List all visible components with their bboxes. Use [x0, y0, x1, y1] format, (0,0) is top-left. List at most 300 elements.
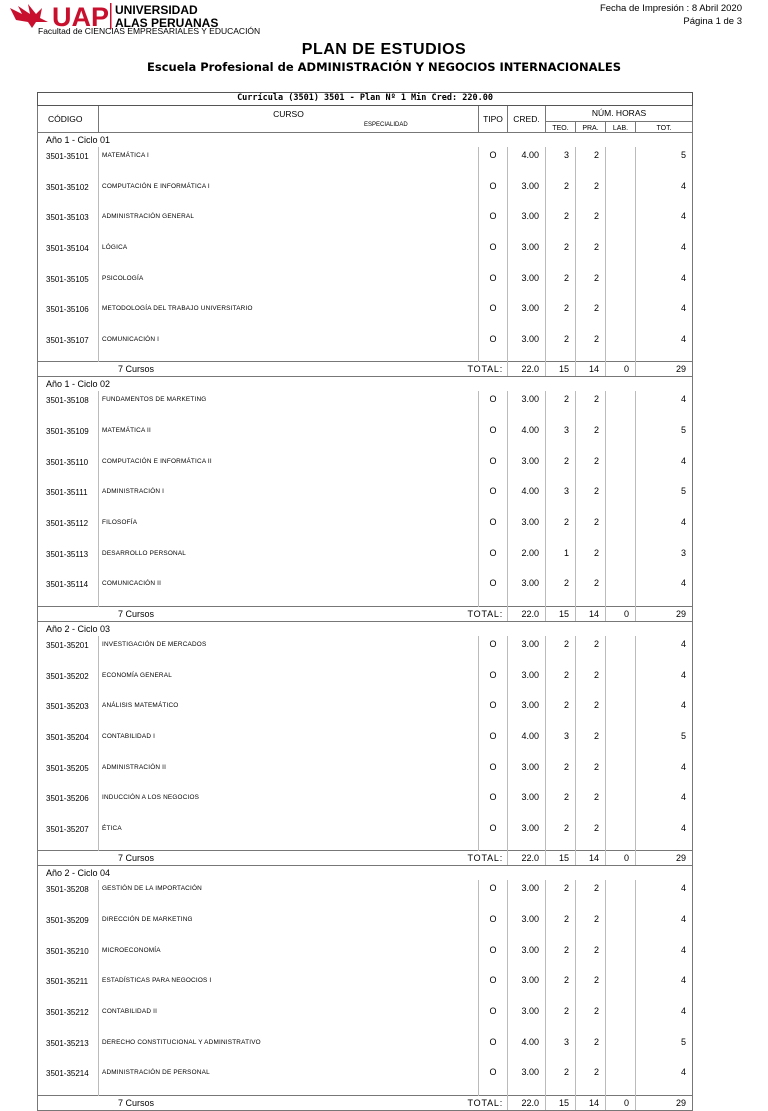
course-practice-hours: 2 [576, 453, 606, 484]
course-type: O [479, 1064, 508, 1095]
course-credits: 3.00 [508, 911, 546, 942]
course-theory-hours: 2 [546, 239, 576, 270]
course-theory-hours: 2 [546, 789, 576, 820]
course-code: 3501-35106 [38, 300, 99, 331]
course-row [38, 147, 693, 178]
total-theory-hours: 15 [546, 851, 576, 866]
course-lab-hours [606, 820, 636, 851]
course-code: 3501-35103 [38, 208, 99, 239]
course-theory-hours: 2 [546, 575, 576, 606]
course-type: O [479, 1003, 508, 1034]
course-code: 3501-35205 [38, 759, 99, 790]
course-lab-hours [606, 972, 636, 1003]
course-theory-hours: 2 [546, 911, 576, 942]
course-practice-hours: 2 [576, 972, 606, 1003]
course-count: 7 Cursos [38, 362, 99, 377]
column-header-course-label: CURSO [273, 109, 304, 119]
total-hours: 29 [636, 362, 693, 377]
course-credits: 3.00 [508, 759, 546, 790]
course-credits: 3.00 [508, 300, 546, 331]
course-name: ADMINISTRACIÓN II [99, 759, 479, 790]
course-type: O [479, 636, 508, 667]
course-theory-hours: 2 [546, 972, 576, 1003]
course-credits: 3.00 [508, 178, 546, 209]
course-type: O [479, 147, 508, 178]
course-practice-hours: 2 [576, 147, 606, 178]
course-name: CONTABILIDAD II [99, 1003, 479, 1034]
column-header-lab: LAB. [606, 122, 636, 133]
course-credits: 3.00 [508, 789, 546, 820]
course-total-hours: 4 [636, 514, 693, 545]
course-theory-hours: 2 [546, 1064, 576, 1095]
course-practice-hours: 2 [576, 942, 606, 973]
course-code: 3501-35212 [38, 1003, 99, 1034]
course-practice-hours: 2 [576, 911, 606, 942]
total-lab-hours: 0 [606, 362, 636, 377]
course-name: COMUNICACIÓN I [99, 331, 479, 362]
total-theory-hours: 15 [546, 362, 576, 377]
course-name: ADMINISTRACIÓN GENERAL [99, 208, 479, 239]
course-total-hours: 5 [636, 728, 693, 759]
course-type: O [479, 667, 508, 698]
course-row [38, 270, 693, 301]
column-header-course [99, 106, 479, 133]
course-practice-hours: 2 [576, 667, 606, 698]
course-code: 3501-35207 [38, 820, 99, 851]
course-credits: 3.00 [508, 697, 546, 728]
total-label: TOTAL: [99, 851, 508, 866]
course-count: 7 Cursos [38, 851, 99, 866]
course-total-hours: 4 [636, 575, 693, 606]
course-lab-hours [606, 911, 636, 942]
course-theory-hours: 2 [546, 331, 576, 362]
course-lab-hours [606, 789, 636, 820]
course-lab-hours [606, 178, 636, 209]
total-lab-hours: 0 [606, 851, 636, 866]
course-code: 3501-35108 [38, 391, 99, 422]
course-credits: 3.00 [508, 453, 546, 484]
total-credits: 22.0 [508, 851, 546, 866]
course-total-hours: 4 [636, 1003, 693, 1034]
course-theory-hours: 2 [546, 697, 576, 728]
course-lab-hours [606, 667, 636, 698]
course-name: INDUCCIÓN A LOS NEGOCIOS [99, 789, 479, 820]
cycle-header-row [38, 866, 693, 881]
course-type: O [479, 514, 508, 545]
course-type: O [479, 820, 508, 851]
course-code: 3501-35204 [38, 728, 99, 759]
column-header-credits: CRED. [508, 106, 546, 133]
course-total-hours: 4 [636, 697, 693, 728]
course-code: 3501-35112 [38, 514, 99, 545]
course-code: 3501-35104 [38, 239, 99, 270]
course-theory-hours: 2 [546, 178, 576, 209]
cycle-total-row [38, 1095, 693, 1110]
course-code: 3501-35211 [38, 972, 99, 1003]
total-hours: 29 [636, 851, 693, 866]
total-label: TOTAL: [99, 1095, 508, 1110]
course-credits: 3.00 [508, 942, 546, 973]
cycle-label: Año 1 - Ciclo 02 [38, 377, 693, 392]
course-row [38, 483, 693, 514]
course-type: O [479, 759, 508, 790]
course-code: 3501-35214 [38, 1064, 99, 1095]
course-practice-hours: 2 [576, 697, 606, 728]
course-lab-hours [606, 514, 636, 545]
course-row [38, 636, 693, 667]
course-theory-hours: 2 [546, 880, 576, 911]
course-lab-hours [606, 1003, 636, 1034]
course-type: O [479, 880, 508, 911]
course-name: ECONOMÍA GENERAL [99, 667, 479, 698]
course-name: COMPUTACIÓN E INFORMÁTICA I [99, 178, 479, 209]
course-code: 3501-35110 [38, 453, 99, 484]
course-type: O [479, 422, 508, 453]
course-credits: 3.00 [508, 270, 546, 301]
total-lab-hours: 0 [606, 1095, 636, 1110]
course-row [38, 1064, 693, 1095]
course-total-hours: 4 [636, 270, 693, 301]
course-credits: 3.00 [508, 208, 546, 239]
course-lab-hours [606, 636, 636, 667]
total-theory-hours: 15 [546, 606, 576, 621]
course-name: MICROECONOMÍA [99, 942, 479, 973]
course-practice-hours: 2 [576, 880, 606, 911]
course-code: 3501-35114 [38, 575, 99, 606]
logo-university-line1: UNIVERSIDAD [115, 3, 198, 17]
course-code: 3501-35113 [38, 545, 99, 576]
course-lab-hours [606, 483, 636, 514]
course-lab-hours [606, 1064, 636, 1095]
course-theory-hours: 2 [546, 1003, 576, 1034]
course-lab-hours [606, 331, 636, 362]
faculty-name: Facultad de CIENCIAS EMPRESARIALES Y EDUCACIÓN [38, 26, 261, 36]
course-name: LÓGICA [99, 239, 479, 270]
course-type: O [479, 911, 508, 942]
course-name: CONTABILIDAD I [99, 728, 479, 759]
course-row [38, 728, 693, 759]
course-total-hours: 5 [636, 483, 693, 514]
course-practice-hours: 2 [576, 636, 606, 667]
course-name: FUNDAMENTOS DE MARKETING [99, 391, 479, 422]
course-row [38, 300, 693, 331]
course-total-hours: 4 [636, 789, 693, 820]
course-code: 3501-35206 [38, 789, 99, 820]
course-row [38, 942, 693, 973]
course-lab-hours [606, 880, 636, 911]
course-theory-hours: 3 [546, 728, 576, 759]
course-type: O [479, 208, 508, 239]
course-row [38, 575, 693, 606]
course-credits: 4.00 [508, 483, 546, 514]
course-code: 3501-35202 [38, 667, 99, 698]
course-theory-hours: 2 [546, 636, 576, 667]
course-lab-hours [606, 453, 636, 484]
course-total-hours: 4 [636, 820, 693, 851]
course-type: O [479, 483, 508, 514]
course-name: PSICOLOGÍA [99, 270, 479, 301]
course-credits: 3.00 [508, 391, 546, 422]
course-lab-hours [606, 545, 636, 576]
course-name: ADMINISTRACIÓN I [99, 483, 479, 514]
course-lab-hours [606, 391, 636, 422]
course-credits: 4.00 [508, 1034, 546, 1065]
course-theory-hours: 2 [546, 300, 576, 331]
course-practice-hours: 2 [576, 514, 606, 545]
course-name: DESARROLLO PERSONAL [99, 545, 479, 576]
course-theory-hours: 3 [546, 1034, 576, 1065]
course-code: 3501-35105 [38, 270, 99, 301]
course-practice-hours: 2 [576, 820, 606, 851]
total-practice-hours: 14 [576, 606, 606, 621]
course-row [38, 880, 693, 911]
course-theory-hours: 3 [546, 483, 576, 514]
course-name: GESTIÓN DE LA IMPORTACIÓN [99, 880, 479, 911]
total-hours: 29 [636, 606, 693, 621]
course-lab-hours [606, 575, 636, 606]
course-name: ADMINISTRACIÓN DE PERSONAL [99, 1064, 479, 1095]
course-lab-hours [606, 270, 636, 301]
course-lab-hours [606, 239, 636, 270]
study-plan-table [37, 92, 692, 1111]
course-type: O [479, 942, 508, 973]
course-theory-hours: 2 [546, 514, 576, 545]
course-total-hours: 4 [636, 453, 693, 484]
course-row [38, 208, 693, 239]
course-code: 3501-35203 [38, 697, 99, 728]
course-practice-hours: 2 [576, 178, 606, 209]
course-type: O [479, 789, 508, 820]
course-code: 3501-35111 [38, 483, 99, 514]
page-number: Página 1 de 3 [683, 16, 742, 27]
course-name: MATEMÁTICA II [99, 422, 479, 453]
course-theory-hours: 3 [546, 147, 576, 178]
course-total-hours: 5 [636, 422, 693, 453]
course-lab-hours [606, 728, 636, 759]
course-total-hours: 4 [636, 880, 693, 911]
course-theory-hours: 2 [546, 270, 576, 301]
course-total-hours: 4 [636, 759, 693, 790]
column-header-code: CÓDIGO [38, 106, 99, 133]
total-theory-hours: 15 [546, 1095, 576, 1110]
course-practice-hours: 2 [576, 331, 606, 362]
course-type: O [479, 300, 508, 331]
course-row [38, 391, 693, 422]
course-practice-hours: 2 [576, 239, 606, 270]
course-count: 7 Cursos [38, 1095, 99, 1110]
column-header-hours: NÚM. HORAS [546, 106, 693, 122]
cycle-label: Año 2 - Ciclo 03 [38, 621, 693, 636]
course-total-hours: 4 [636, 208, 693, 239]
course-lab-hours [606, 942, 636, 973]
logo-uap-text: UAP [52, 2, 110, 32]
course-credits: 3.00 [508, 972, 546, 1003]
course-type: O [479, 178, 508, 209]
course-type: O [479, 239, 508, 270]
course-code: 3501-35102 [38, 178, 99, 209]
course-name: DIRECCIÓN DE MARKETING [99, 911, 479, 942]
cycle-label: Año 1 - Ciclo 01 [38, 133, 693, 148]
course-type: O [479, 697, 508, 728]
course-row [38, 972, 693, 1003]
course-lab-hours [606, 697, 636, 728]
total-practice-hours: 14 [576, 851, 606, 866]
course-count: 7 Cursos [38, 606, 99, 621]
course-name: ANÁLISIS MATEMÁTICO [99, 697, 479, 728]
course-lab-hours [606, 208, 636, 239]
course-name: DERECHO CONSTITUCIONAL Y ADMINISTRATIVO [99, 1034, 479, 1065]
course-total-hours: 4 [636, 636, 693, 667]
course-credits: 2.00 [508, 545, 546, 576]
course-theory-hours: 2 [546, 453, 576, 484]
course-code: 3501-35201 [38, 636, 99, 667]
course-code: 3501-35213 [38, 1034, 99, 1065]
course-credits: 3.00 [508, 667, 546, 698]
course-name: METODOLOGÍA DEL TRABAJO UNIVERSITARIO [99, 300, 479, 331]
course-type: O [479, 545, 508, 576]
course-total-hours: 5 [636, 147, 693, 178]
course-row [38, 422, 693, 453]
course-credits: 4.00 [508, 147, 546, 178]
course-code: 3501-35101 [38, 147, 99, 178]
course-credits: 4.00 [508, 422, 546, 453]
course-type: O [479, 728, 508, 759]
course-name: ÉTICA [99, 820, 479, 851]
course-row [38, 789, 693, 820]
total-label: TOTAL: [99, 606, 508, 621]
course-total-hours: 4 [636, 300, 693, 331]
course-credits: 3.00 [508, 636, 546, 667]
course-total-hours: 3 [636, 545, 693, 576]
course-theory-hours: 1 [546, 545, 576, 576]
total-credits: 22.0 [508, 362, 546, 377]
course-practice-hours: 2 [576, 270, 606, 301]
course-theory-hours: 2 [546, 759, 576, 790]
column-header-theory: TEO. [546, 122, 576, 133]
course-credits: 3.00 [508, 880, 546, 911]
course-credits: 3.00 [508, 514, 546, 545]
cycle-total-row [38, 851, 693, 866]
course-lab-hours [606, 422, 636, 453]
course-practice-hours: 2 [576, 483, 606, 514]
document-title: PLAN DE ESTUDIOS [301, 41, 467, 58]
course-type: O [479, 1034, 508, 1065]
course-credits: 3.00 [508, 820, 546, 851]
column-header-specialty: ESPECIALIDAD [364, 122, 408, 128]
course-row [38, 911, 693, 942]
cycle-total-row [38, 362, 693, 377]
course-total-hours: 4 [636, 911, 693, 942]
course-practice-hours: 2 [576, 422, 606, 453]
course-total-hours: 4 [636, 178, 693, 209]
course-total-hours: 5 [636, 1034, 693, 1065]
course-row [38, 759, 693, 790]
course-total-hours: 4 [636, 972, 693, 1003]
course-row [38, 514, 693, 545]
course-practice-hours: 2 [576, 300, 606, 331]
course-total-hours: 4 [636, 239, 693, 270]
document-subtitle: Escuela Profesional de ADMINISTRACIÓN Y NEGOCIOS INTERNACIONALES [147, 60, 621, 74]
course-practice-hours: 2 [576, 575, 606, 606]
cycle-header-row [38, 133, 693, 148]
course-row [38, 697, 693, 728]
logo-university-line2: ALAS PERUANAS [115, 16, 219, 30]
course-total-hours: 4 [636, 942, 693, 973]
total-label: TOTAL: [99, 362, 508, 377]
course-code: 3501-35209 [38, 911, 99, 942]
course-theory-hours: 2 [546, 942, 576, 973]
course-type: O [479, 453, 508, 484]
course-practice-hours: 2 [576, 1003, 606, 1034]
course-practice-hours: 2 [576, 728, 606, 759]
total-practice-hours: 14 [576, 362, 606, 377]
total-credits: 22.0 [508, 1095, 546, 1110]
total-lab-hours: 0 [606, 606, 636, 621]
course-credits: 3.00 [508, 1064, 546, 1095]
course-row [38, 1034, 693, 1065]
total-practice-hours: 14 [576, 1095, 606, 1110]
course-code: 3501-35210 [38, 942, 99, 973]
cycle-total-row [38, 606, 693, 621]
course-lab-hours [606, 300, 636, 331]
course-practice-hours: 2 [576, 545, 606, 576]
course-name: MATEMÁTICA I [99, 147, 479, 178]
course-name: ESTADÍSTICAS PARA NEGOCIOS I [99, 972, 479, 1003]
course-name: COMPUTACIÓN E INFORMÁTICA II [99, 453, 479, 484]
document-header [0, 0, 768, 100]
course-type: O [479, 270, 508, 301]
course-theory-hours: 2 [546, 391, 576, 422]
cycle-header-row [38, 621, 693, 636]
course-row [38, 1003, 693, 1034]
course-type: O [479, 972, 508, 1003]
course-total-hours: 4 [636, 331, 693, 362]
course-practice-hours: 2 [576, 1034, 606, 1065]
course-theory-hours: 2 [546, 667, 576, 698]
course-practice-hours: 2 [576, 208, 606, 239]
course-row [38, 331, 693, 362]
total-credits: 22.0 [508, 606, 546, 621]
course-practice-hours: 2 [576, 391, 606, 422]
column-header-total: TOT. [636, 122, 693, 133]
course-code: 3501-35107 [38, 331, 99, 362]
course-lab-hours [606, 759, 636, 790]
course-total-hours: 4 [636, 667, 693, 698]
course-row [38, 545, 693, 576]
course-row [38, 667, 693, 698]
course-code: 3501-35208 [38, 880, 99, 911]
course-practice-hours: 2 [576, 759, 606, 790]
cycle-label: Año 2 - Ciclo 04 [38, 866, 693, 881]
course-row [38, 820, 693, 851]
course-total-hours: 4 [636, 391, 693, 422]
course-type: O [479, 331, 508, 362]
course-type: O [479, 575, 508, 606]
curricula-header: Currícula (3501) 3501 - Plan Nº 1 Min Cred: 220.00 [38, 93, 693, 106]
course-code: 3501-35109 [38, 422, 99, 453]
total-hours: 29 [636, 1095, 693, 1110]
course-type: O [479, 391, 508, 422]
column-header-type: TIPO [479, 106, 508, 133]
course-total-hours: 4 [636, 1064, 693, 1095]
course-credits: 3.00 [508, 575, 546, 606]
course-row [38, 239, 693, 270]
course-lab-hours [606, 147, 636, 178]
course-theory-hours: 2 [546, 208, 576, 239]
column-header-practice: PRA. [576, 122, 606, 133]
course-lab-hours [606, 1034, 636, 1065]
course-theory-hours: 3 [546, 422, 576, 453]
